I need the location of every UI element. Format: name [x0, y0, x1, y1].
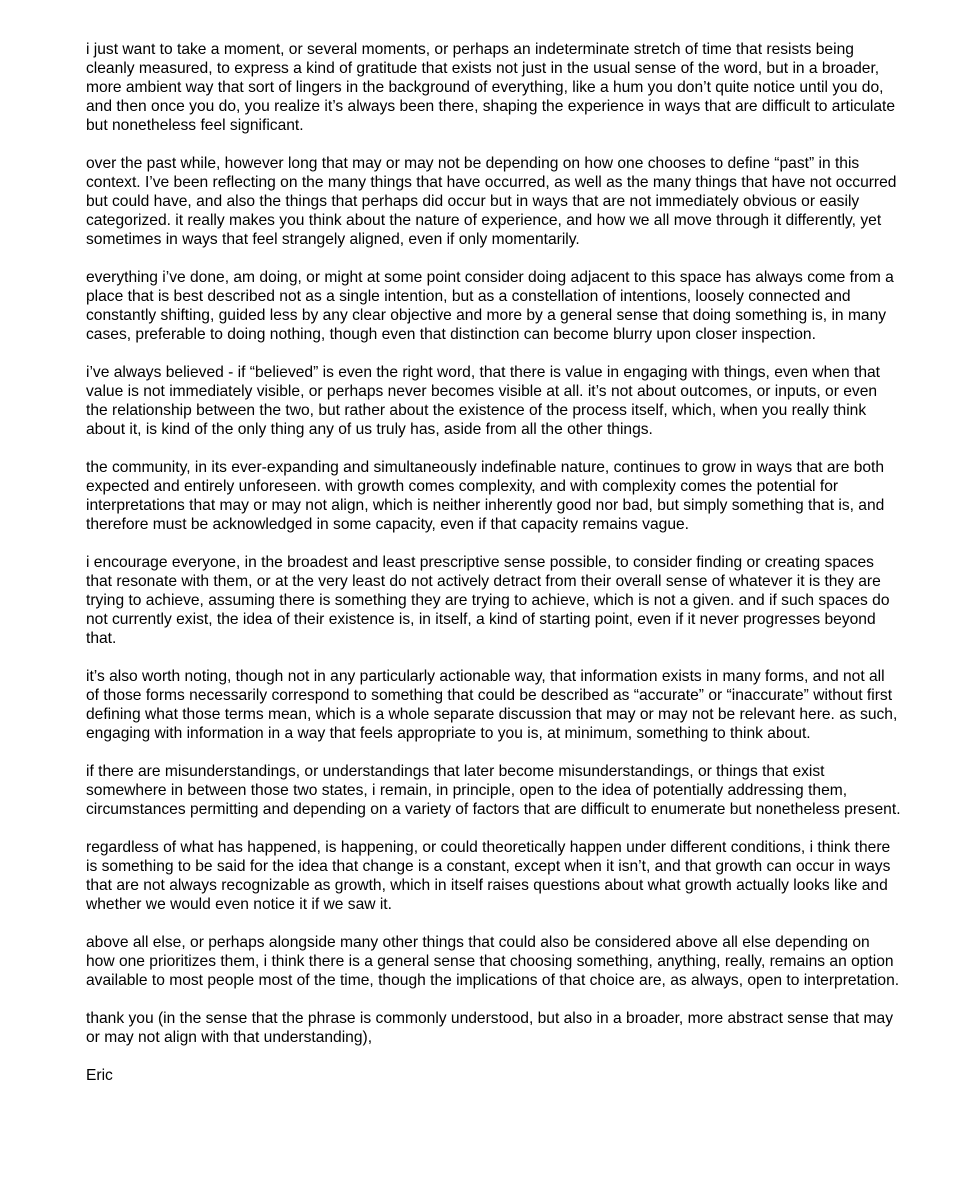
paragraph-change: regardless of what has happened, is happening, or could theoretically happen under different conditions, i think there is something to be said for the idea that change is a constant, except when it isn’t, and that growth can occur in ways that are not always recognizable as growth, which in itself raises questions about what growth actually looks like and whether we would even notice it if we saw it. [86, 839, 891, 913]
paragraph-intentions: everything i’ve done, am doing, or might at some point consider doing adjacent to this space has always come from a place that is best described not as a single intention, but as a constellation of intentions, loosely connected and constantly shifting, guided less by any clear objective and more by a general sense that doing something is, in many cases, preferable to doing nothing, though even that distinction can become blurry upon closer inspection. [86, 269, 894, 343]
paragraph-community: the community, in its ever-expanding and simultaneously indefinable nature, continues to grow in ways that are both expected and entirely unforeseen. with growth comes complexity, and with complexity comes the potential for interpretations that may or may not align, which is neither inherently good nor bad, but simply something that is, and therefore must be acknowledged in some capacity, even if that capacity remains vague. [86, 459, 885, 533]
paragraph-information: it’s also worth noting, though not in any particularly actionable way, that information exists in many forms, and not all of those forms necessarily correspond to something that could be described as “accurate” or “inaccurate” without first defining what those terms mean, which is a whole separate discussion that may or may not be relevant here. as such, engaging with information in a way that feels appropriate to you is, at minimum, something to think about. [86, 668, 898, 742]
signature: Eric [86, 1067, 113, 1084]
paragraph-gratitude: i just want to take a moment, or several moments, or perhaps an indeterminate stretch of time that resists being cleanly measured, to express a kind of gratitude that exists not just in the usual sense of the word, but in a broader, more ambient way that sort of lingers in the background of everything, like a hum you don’t quite notice until you do, and then once you do, you realize it’s always been there, shaping the experience in ways that are difficult to articulate but nonetheless feel significant. [86, 41, 896, 134]
paragraph-beliefs: i’ve always believed - if “believed” is even the right word, that there is value in engaging with things, even when that value is not immediately visible, or perhaps never becomes visible at all. it’s not about outcomes, or inputs, or even the relationship between the two, but rather about the existence of the process itself, which, when you really think about it, is kind of the only thing any of us truly has, aside from all the other things. [86, 364, 880, 438]
paragraph-choice: above all else, or perhaps alongside many other things that could also be considered above all else depending on how one prioritizes them, i think there is a general sense that choosing something, anything, really, remains an option available to most people most of the time, though the implications of that choice are, as always, open to interpretation. [86, 934, 900, 989]
letter-body [86, 40, 901, 1085]
paragraph-encouragement: i encourage everyone, in the broadest and least prescriptive sense possible, to consider finding or creating spaces that resonate with them, or at the very least do not actively detract from their overall sense of whatever it is they are trying to achieve, assuming there is something they are trying to achieve, which is not a given. and if such spaces do not currently exist, the idea of their existence is, in itself, a kind of starting point, even if it never progresses beyond that. [86, 554, 890, 647]
paragraph-misunderstandings: if there are misunderstandings, or understandings that later become misunderstandings, or things that exist somewhere in between those two states, i remain, in principle, open to the idea of potentially addressing them, circumstances permitting and depending on a variety of factors that are difficult to enumerate but nonetheless present. [86, 763, 901, 818]
paragraph-thank-you: thank you (in the sense that the phrase is commonly understood, but also in a broader, more abstract sense that may or may not align with that understanding), [86, 1010, 893, 1046]
paragraph-reflection: over the past while, however long that may or may not be depending on how one chooses to define “past” in this context. I’ve been reflecting on the many things that have occurred, as well as the many things that have not occurred but could have, and also the things that perhaps did occur but in ways that are not immediately obvious or easily categorized. it really makes you think about the nature of experience, and how we all move through it differently, yet sometimes in ways that feel strangely aligned, even if only momentarily. [86, 155, 897, 248]
